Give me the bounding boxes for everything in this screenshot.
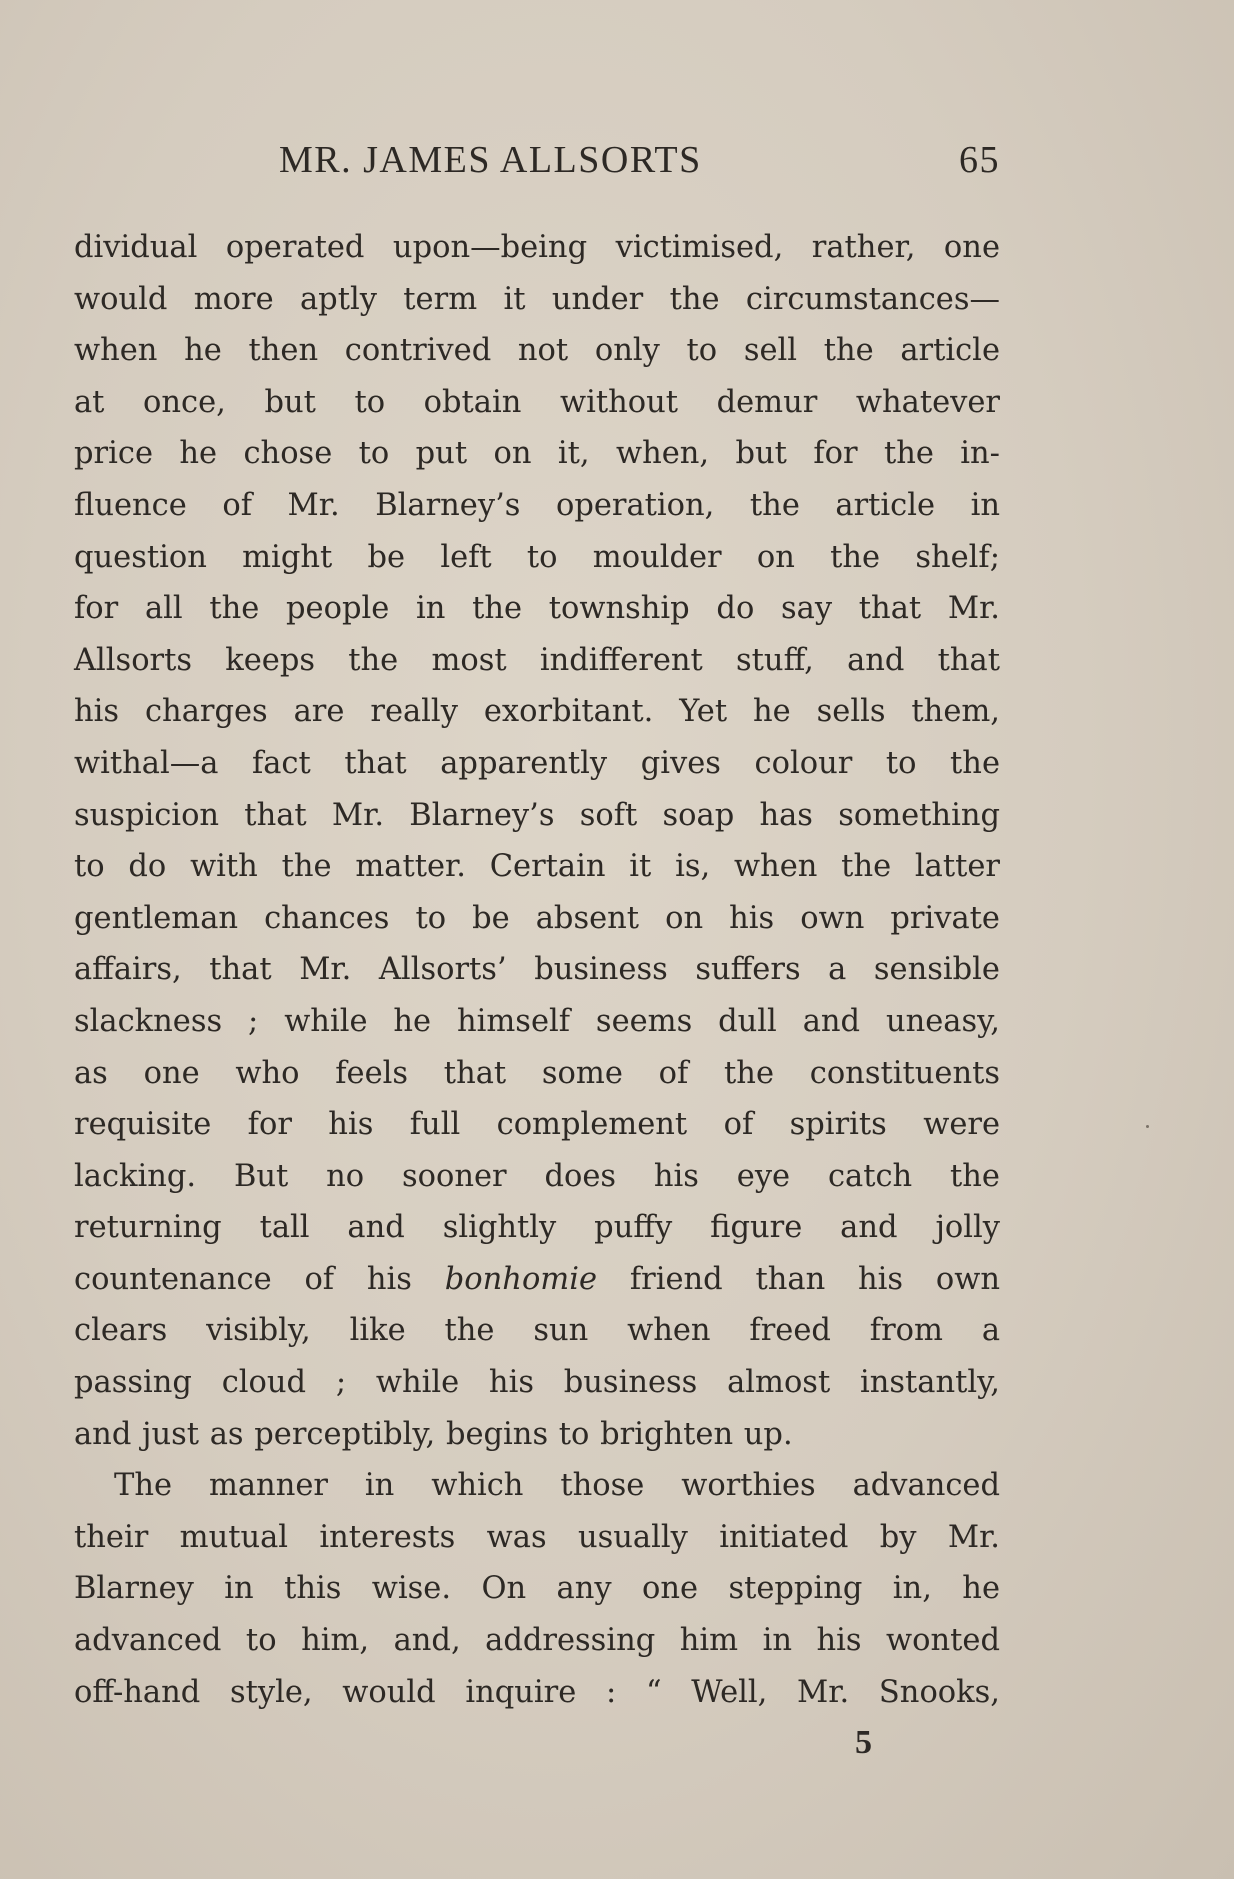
text-line: lacking. But no sooner does his eye catch the xyxy=(74,1158,1000,1194)
text-line: advanced to him, and, addressing him in his wonted xyxy=(74,1623,1000,1659)
paper-speck xyxy=(1146,1125,1149,1128)
text-fragment: friend than his own xyxy=(597,1261,1000,1297)
text-line: as one who feels that some of the constituents xyxy=(74,1055,1000,1091)
text-line-with-italic xyxy=(74,1254,1000,1306)
text-line: clears visibly, like the sun when freed from a xyxy=(74,1313,1000,1349)
text-line: for all the people in the township do say that Mr. xyxy=(74,591,1000,627)
text-line: dividual operated upon—being victimised, rather, one xyxy=(74,230,1000,265)
text-fragment: countenance of his xyxy=(74,1261,445,1297)
text-line: fluence of Mr. Blarney’s operation, the article in xyxy=(74,487,1000,523)
running-title: MR. JAMES ALLSORTS xyxy=(279,139,702,181)
text-line: their mutual interests was usually initiated by Mr. xyxy=(74,1519,1000,1555)
text-line: when he then contrived not only to sell the article xyxy=(74,333,1000,369)
text-line: gentleman chances to be absent on his own private xyxy=(74,900,1000,936)
text-line: Allsorts keeps the most indifferent stuff, and that xyxy=(74,642,1000,678)
text-line: off-hand style, would inquire : “ Well, Mr. Snooks, xyxy=(74,1674,1000,1710)
text-line: returning tall and slightly puffy figure and jolly xyxy=(74,1210,1000,1246)
italic-word: bonhomie xyxy=(444,1261,598,1297)
text-line: passing cloud ; while his business almost instantly, xyxy=(74,1365,1000,1401)
text-line: Blarney in this wise. On any one stepping in, he xyxy=(74,1571,1000,1607)
text-line: withal—a fact that apparently gives colour to the xyxy=(74,745,1000,781)
text-line: affairs, that Mr. Allsorts’ business suffers a sensible xyxy=(74,952,1000,988)
text-line: question might be left to moulder on the shelf; xyxy=(74,539,1000,575)
text-line: to do with the matter. Certain it is, when the latter xyxy=(74,849,1000,885)
text-line: slackness ; while he himself seems dull and uneasy, xyxy=(74,1003,1000,1039)
text-line: at once, but to obtain without demur whatever xyxy=(74,384,1000,420)
text-line: suspicion that Mr. Blarney’s soft soap has something xyxy=(74,797,1000,833)
text-line: price he chose to put on it, when, but for the in- xyxy=(74,436,1000,472)
page-number: 65 xyxy=(959,139,1000,181)
text-line: his charges are really exorbitant. Yet he sells them, xyxy=(74,694,1000,730)
running-head xyxy=(74,132,1000,192)
signature-mark: 5 xyxy=(855,1724,872,1761)
paragraph-end-line: and just as perceptibly, begins to brighten up. xyxy=(74,1416,793,1452)
text-line: requisite for his full complement of spirits were xyxy=(74,1107,1000,1143)
text-line: would more aptly term it under the circumstances— xyxy=(74,281,1000,317)
paragraph-start-line: The manner in which those worthies advanced xyxy=(114,1468,1000,1504)
body-text xyxy=(74,222,1000,1718)
